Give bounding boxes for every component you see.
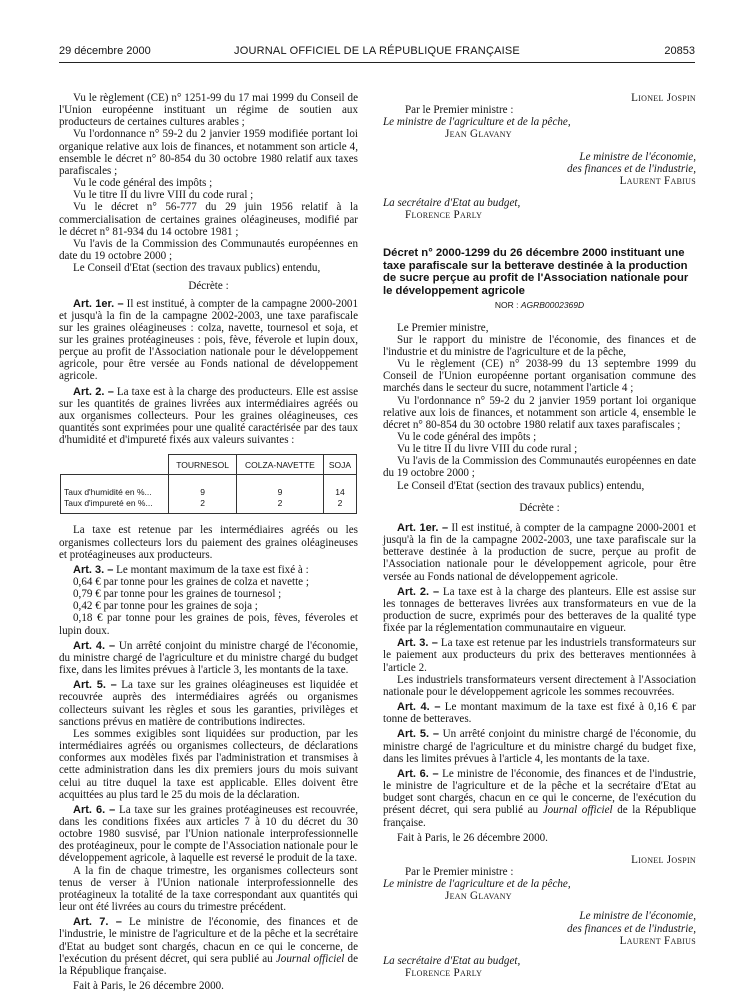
article-3 — [59, 564, 358, 576]
cell-value: 14 — [335, 487, 345, 498]
signatory-title: Le ministre de l'agriculture et de la pêche, — [383, 878, 571, 891]
article-text: La taxe est retenue par les industriels transformateurs sur le paiement aux producteurs du prix des betteraves mentionnées à l'article 2. — [383, 637, 696, 674]
journal-title: JOURNAL OFFICIEL DE LA RÉPUBLIQUE FRANÇAISE — [234, 45, 520, 57]
article-label: Art. 7. – — [73, 916, 122, 929]
signatory-name: Laurent Fabius — [619, 934, 696, 947]
article-5 — [383, 728, 696, 764]
visa: Vu l'ordonnance n° 59-2 du 2 janvier 1959 modifiée portant loi organique relative aux lois de finances, et notamment son article 4, ensemble le décret n° 80-854 du 30 octobre 1980 relatif aux taxes parafiscales ; — [59, 128, 358, 177]
page-number: 20853 — [664, 45, 695, 57]
journal-officiel-ref: Journal officiel — [275, 952, 345, 965]
article-text: de la République française. — [383, 804, 697, 829]
article-6 — [59, 804, 358, 865]
signature-par: Par le Premier ministre : — [405, 104, 514, 117]
signatory-name: Jean Glavany — [445, 890, 512, 903]
article-label: Art. 3. – — [73, 563, 114, 576]
article-1 — [383, 522, 696, 583]
article-3 — [383, 637, 696, 673]
visa: Vu le règlement (CE) n° 1251-99 du 17 mai 1999 du Conseil de l'Union européenne instituant un régime de soutien aux producteurs de certaines cultures arables ; — [59, 92, 358, 129]
column-header: SOJA — [323, 455, 356, 475]
article-text: La taxe est à la charge des planteurs. Elle est assise sur les tonnages de betteraves livrées aux transformateurs en vue de la production de sucre, exprimés pour des betteraves de la qualité type fixée par la réglementation communautaire en vigueur. — [383, 585, 696, 635]
signatory-name: Florence Parly — [405, 967, 483, 980]
cell-value: 2 — [200, 498, 205, 509]
article-label: Art. 4. – — [73, 639, 116, 652]
article-label: Art. 6. – — [73, 803, 116, 816]
row-label-impurity: Taux d'impureté en %... — [64, 498, 153, 509]
article-7 — [59, 916, 358, 977]
article-text: Il est institué, à compter de la campagne 2000-2001 et jusqu'à la fin de la campagne 2002-2003, une taxe parafiscale sur les graines oléagineuses : colza, navette, tournesol et soja, et sur les graines protéagineuses : pois, fève, féverole et lupin doux, perçue au profit de l'Association nationale pour le développement agricole, pour être versée au Fonds national de développement agricole. — [59, 297, 358, 383]
fait-a-paris: Fait à Paris, le 26 décembre 2000. — [397, 831, 548, 844]
article-text: Un arrêté conjoint du ministre chargé de l'économie, du ministre chargé de l'agriculture et du ministre chargé du budget fixe, dans les limites prévues à l'article 3, les montants de la taxe. — [59, 639, 358, 677]
paragraph: La taxe est retenue par les intermédiaires agréés ou les organismes collecteurs lors du paiement des graines oléagineuses et protéagineuses aux producteurs. — [59, 524, 358, 561]
article-1 — [59, 298, 358, 383]
nor-code: AGRB0002369D — [520, 300, 585, 311]
signatory-title: La secrétaire d'Etat au budget, — [383, 954, 521, 967]
running-header — [59, 45, 695, 59]
table-corner — [61, 455, 169, 475]
signatory-title: Le ministre de l'économie, — [579, 150, 696, 163]
visa: Le Conseil d'Etat (section des travaux publics) entendu, — [397, 479, 645, 492]
article-text: La taxe est à la charge des producteurs. Elle est assise sur les quantités de graines livrées aux intermédiaires agréés ou aux organismes collecteurs. Pour les graines oléagineuses, ces quantités sont exprimées pour une qualité caractérisée par des taux d'humidité et d'impureté fixés aux valeurs suivantes : — [59, 385, 358, 447]
table-cell — [169, 475, 237, 514]
visa: Vu l'ordonnance n° 59-2 du 2 janvier 1959 portant loi organique relative aux lois de finances, et notamment son article 4, ensemble le décret n° 80-854 du 30 octobre 1980 relatif aux taxes parafiscales ; — [383, 394, 696, 431]
column-header: COLZA-NAVETTE — [236, 455, 323, 475]
signature-block — [383, 854, 696, 979]
row-label-humidity: Taux d'humidité en %... — [64, 487, 152, 498]
intro: Le Premier ministre, — [397, 321, 489, 334]
article-4 — [59, 640, 358, 676]
quality-table — [60, 454, 357, 514]
column-header: TOURNESOL — [169, 455, 237, 475]
article-label: Art. 2. – — [397, 585, 440, 598]
visa: Vu le titre II du livre VIII du code rural ; — [397, 443, 578, 456]
cell-value: 9 — [277, 487, 283, 498]
table-cell — [236, 475, 323, 514]
article-label: Art. 5. – — [397, 728, 440, 741]
article-label: Art. 1er. – — [73, 297, 124, 310]
cell-value: 2 — [337, 498, 343, 509]
article-text: Le montant maximum de la taxe est fixé à 0,16 € par tonne de betteraves. — [383, 701, 696, 726]
article-text: Le montant maximum de la taxe est fixé à : — [116, 563, 309, 576]
decrete-heading: Décrète : — [519, 501, 560, 514]
signatory-name: Laurent Fabius — [619, 174, 696, 187]
signatory-name: Jean Glavany — [445, 128, 512, 141]
article-label: Art. 2. – — [73, 385, 114, 398]
article-text: de la République française. — [59, 952, 358, 977]
signatory-title: Le ministre de l'économie, — [579, 910, 696, 923]
list-item: 0,79 € par tonne pour les graines de tournesol ; — [73, 588, 282, 601]
paragraph: Les industriels transformateurs versent directement à l'Association nationale pour le développement agricole les sommes recouvrées. — [383, 673, 696, 698]
table-header-row — [61, 455, 357, 475]
article-text: Le ministre de l'économie, des finances et de l'industrie, le ministre de l'agriculture et de la pêche et la secrétaire d'Etat au budget sont chargés, chacun en ce qui le concerne, de l'exécution du présent décret, qui sera publié au — [59, 916, 358, 965]
signatory-name: Florence Parly — [405, 209, 483, 222]
visa: Sur le rapport du ministre de l'économie, des finances et de l'industrie et du ministre de l'agriculture et de la pêche, — [383, 333, 696, 358]
article-5 — [59, 679, 358, 728]
article-text: La taxe sur les graines oléagineuses est liquidée et recouvrée auprès des intermédiaires agréés ou organismes collecteurs suivant les règles et sous les garanties, privilèges et sanctions prévus en matière de contributions indirectes. — [59, 679, 359, 728]
table-row — [61, 475, 357, 514]
article-text: Le ministre de l'économie, des finances et de l'industrie, le ministre de l'agriculture et de la pêche et la secrétaire d'Etat au budget sont chargés, chacun en ce qui le concerne, de l'exécution du présent décret, qui sera publié au — [383, 767, 696, 817]
nor-label: NOR : — [494, 300, 519, 311]
nor-reference — [383, 299, 696, 311]
paragraph: A la fin de chaque trimestre, les organismes collecteurs sont tenus de verser à l'Union nationale interprofessionnelle des protéagineux la totalité de la taxe correspondant aux quantités qui leur ont été livrées au cours du trimestre précédent. — [59, 864, 358, 914]
article-text: La taxe sur les graines protéagineuses est recouvrée, dans les conditions fixées aux articles 7 à 10 du décret du 30 octobre 1980 susvisé, par l'Union nationale interprofessionnelle des protéagineux, pour le compte de l'Association nationale pour le développement agricole, à laquelle est reversé le produit de la taxe. — [59, 803, 358, 865]
fait-a-paris: Fait à Paris, le 26 décembre 2000. — [73, 980, 224, 992]
article-6 — [383, 768, 696, 829]
article-label: Art. 6. – — [397, 767, 439, 780]
signatory-title: des finances et de l'industrie, — [566, 922, 696, 935]
row-label — [61, 475, 169, 514]
signature-block — [383, 92, 696, 221]
article-label: Art. 5. – — [73, 679, 117, 692]
list-item: 0,42 € par tonne pour les graines de soja ; — [73, 600, 258, 613]
article-4 — [383, 701, 696, 725]
signatory-title: La secrétaire d'Etat au budget, — [383, 197, 521, 210]
cell-value: 9 — [200, 487, 205, 498]
signatory-title: Le ministre de l'agriculture et de la pêche, — [383, 116, 571, 129]
visa: Le Conseil d'Etat (section des travaux publics) entendu, — [73, 262, 321, 275]
left-column — [59, 92, 358, 992]
right-column — [383, 92, 696, 979]
visa: Vu le code général des impôts ; — [397, 430, 537, 443]
decree-title: Décret n° 2000-1299 du 26 décembre 2000 instituant une taxe parafiscale sur la betterave destinée à la production de sucre perçue au profit de l'Association nationale pour le développement agricole — [383, 247, 689, 297]
visa: Vu le code général des impôts ; — [73, 177, 213, 190]
table-cell — [323, 475, 356, 514]
decrete-heading: Décrète : — [188, 280, 229, 293]
article-label: Art. 4. – — [397, 701, 441, 714]
visa: Vu le titre II du livre VIII du code rural ; — [73, 189, 254, 202]
journal-officiel-ref: Journal officiel — [542, 804, 613, 817]
visa: Vu le règlement (CE) n° 2038-99 du 13 septembre 1999 du Conseil de l'Union européenne portant organisation commune des marchés dans le secteur du sucre, notamment l'article 4 ; — [383, 358, 696, 395]
list-item: 0,64 € par tonne pour les graines de colza et navette ; — [73, 576, 309, 588]
header-rule — [59, 62, 695, 63]
visa: Vu l'avis de la Commission des Communautés européennes en date du 19 octobre 2000 ; — [59, 237, 358, 263]
signatory-pm: Lionel Jospin — [631, 92, 696, 104]
article-2 — [383, 586, 696, 635]
visa: Vu le décret n° 56-777 du 29 juin 1956 relatif à la commercialisation de certaines graines oléagineuses, modifié par le décret n° 81-934 du 14 octobre 1981 ; — [59, 201, 358, 238]
list-item: 0,18 € par tonne pour les graines de pois, fèves, féveroles et lupin doux. — [59, 612, 358, 637]
article-label: Art. 1er. – — [397, 521, 449, 534]
article-text: Un arrêté conjoint du ministre chargé de l'économie, du ministre chargé de l'agriculture et du ministre chargé du budget fixe, dans les limites prévues à l'article 4, les montants de la taxe. — [383, 728, 696, 765]
paragraph: Les sommes exigibles sont liquidées sur production, par les intermédiaires agréés ou organismes collecteurs, de déclarations conformes aux modèles fixés par l'administration et transmises à cette administration dans les dix premiers jours du mois suivant celui au titre duquel la taxe est applicable. Elles doivent être acquittées au plus tard le 25 du mois de la déclaration. — [59, 727, 358, 801]
signature-par: Par le Premier ministre : — [405, 865, 514, 878]
visa: Vu l'avis de la Commission des Communautés européennes en date du 19 octobre 2000 ; — [383, 455, 696, 480]
article-2 — [59, 386, 358, 447]
article-label: Art. 3. – — [397, 637, 438, 650]
issue-date: 29 décembre 2000 — [59, 45, 151, 57]
cell-value: 2 — [277, 498, 283, 509]
article-text: Il est institué, à compter de la campagne 2000-2001 et jusqu'à la fin de la campagne 2002-2003, une taxe parafiscale sur la betterave destinée à la production de sucre, perçue au profit de l'Association nationale pour le développement agricole, pour être versée au Fonds national de développement agricole. — [383, 521, 696, 583]
signatory-title: des finances et de l'industrie, — [566, 162, 696, 175]
signatory-pm: Lionel Jospin — [631, 853, 696, 866]
